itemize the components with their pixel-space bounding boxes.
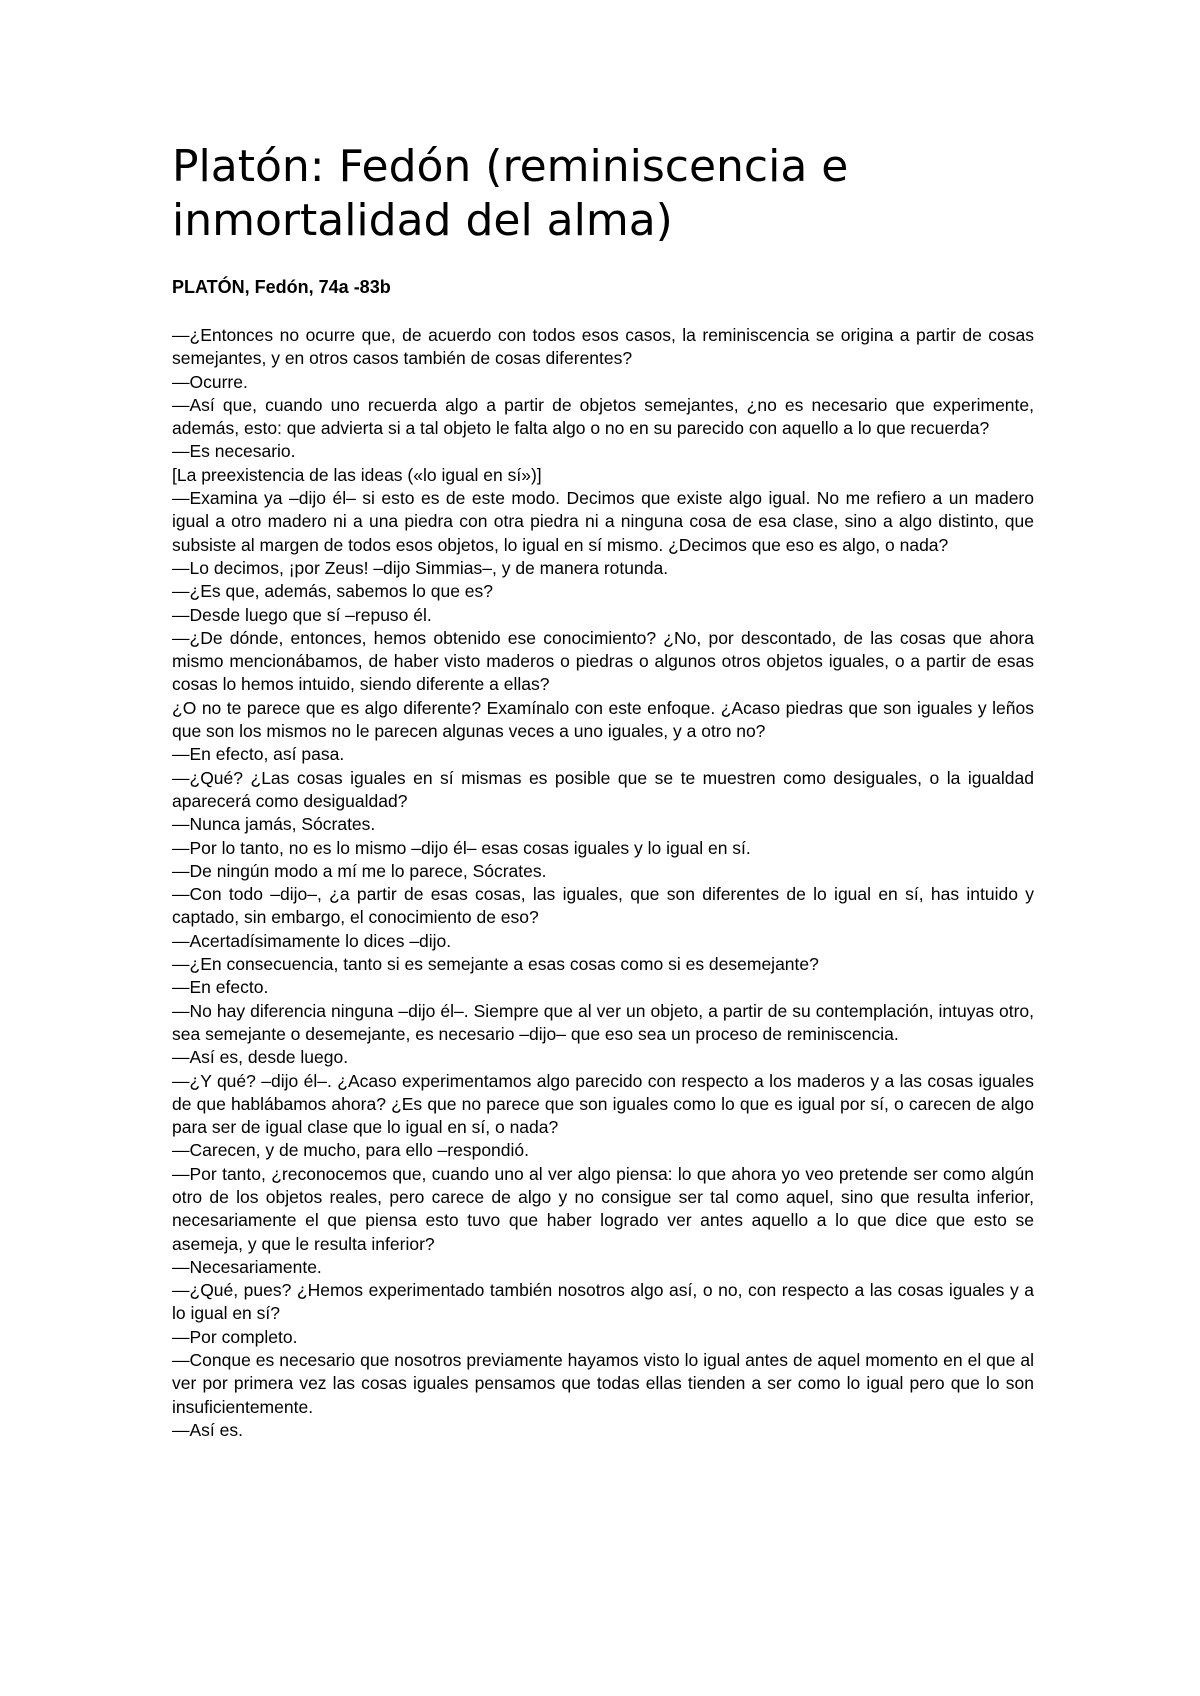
dialogue-paragraph: —Así es, desde luego. bbox=[172, 1047, 349, 1068]
dialogue-paragraph: —Carecen, y de mucho, para ello –respondió. bbox=[172, 1140, 530, 1161]
dialogue-paragraph: —No hay diferencia ninguna –dijo él–. Siempre que al ver un objeto, a partir de su contemplación, intuyas otro, sea semejante o desemejante, es necesario –dijo– que eso sea un proceso de reminiscencia. bbox=[172, 1000, 1034, 1044]
dialogue-paragraph: —Ocurre. bbox=[172, 371, 248, 392]
document-body bbox=[172, 324, 1034, 1442]
dialogue-paragraph: —Así que, cuando uno recuerda algo a partir de objetos semejantes, ¿no es necesario que experimente, además, esto: que advierta si a tal objeto le falta algo o no en su parecido con aquello a lo que recuerda? bbox=[172, 394, 1034, 439]
dialogue-paragraph: —¿En consecuencia, tanto si es semejante a esas cosas como si es desemejante? bbox=[172, 954, 819, 975]
dialogue-paragraph: —De ningún modo a mí me lo parece, Sócrates. bbox=[172, 860, 547, 881]
dialogue-paragraph: —En efecto. bbox=[172, 977, 269, 998]
dialogue-paragraph: —Por lo tanto, no es lo mismo –dijo él– esas cosas iguales y lo igual en sí. bbox=[172, 837, 751, 858]
dialogue-paragraph: —Conque es necesario que nosotros previamente hayamos visto lo igual antes de aquel momento en el que al ver por primera vez las cosas iguales pensamos que todas ellas tienden a ser como lo igual pero que lo son insuficientemente. bbox=[172, 1350, 1034, 1417]
dialogue-paragraph: —Por completo. bbox=[172, 1326, 298, 1347]
document-title: Platón: Fedón (reminiscencia e inmortalidad del alma) bbox=[172, 141, 849, 246]
dialogue-paragraph: [La preexistencia de las ideas («lo igual en sí»)] bbox=[172, 464, 542, 485]
dialogue-paragraph: —¿De dónde, entonces, hemos obtenido ese conocimiento? ¿No, por descontado, de las cosas que ahora mismo mencionábamos, de haber visto maderos o piedras o algunos otros objetos iguales, o a partir de esas cosas lo hemos intuido, siendo diferente a ellas? bbox=[172, 627, 1034, 695]
document-page bbox=[172, 140, 1034, 1442]
dialogue-paragraph: —¿Es que, además, sabemos lo que es? bbox=[172, 581, 494, 602]
dialogue-paragraph: —Necesariamente. bbox=[172, 1256, 322, 1277]
dialogue-paragraph: —¿Entonces no ocurre que, de acuerdo con todos esos casos, la reminiscencia se origina a partir de cosas semejantes, y en otros casos también de cosas diferentes? bbox=[172, 325, 1034, 369]
dialogue-paragraph: —Por tanto, ¿reconocemos que, cuando uno al ver algo piensa: lo que ahora yo veo pretende ser como algún otro de los objetos reales, pero carece de algo y no consigue ser tal como aquel, sino que resulta inferior, necesariamente el que piensa esto tuvo que haber logrado ver antes aquello a lo que dice que esto se asemeja, y que le resulta inferior? bbox=[172, 1163, 1034, 1254]
dialogue-paragraph: —¿Qué, pues? ¿Hemos experimentado también nosotros algo así, o no, con respecto a las cosas iguales y a lo igual en sí? bbox=[172, 1280, 1034, 1324]
dialogue-paragraph: —Así es. bbox=[172, 1419, 243, 1440]
dialogue-paragraph: —¿Qué? ¿Las cosas iguales en sí mismas es posible que se te muestren como desiguales, o la igualdad aparecerá como desigualdad? bbox=[172, 767, 1034, 811]
document-subtitle: PLATÓN, Fedón, 74a -83b bbox=[172, 277, 391, 297]
dialogue-paragraph: —Es necesario. bbox=[172, 441, 296, 462]
dialogue-paragraph: —Con todo –dijo–, ¿a partir de esas cosas, las iguales, que son diferentes de lo igual en sí, has intuido y captado, sin embargo, el conocimiento de eso? bbox=[172, 884, 1034, 928]
dialogue-paragraph: —Desde luego que sí –repuso él. bbox=[172, 604, 432, 625]
dialogue-paragraph: —Nunca jamás, Sócrates. bbox=[172, 814, 376, 835]
dialogue-paragraph: —Examina ya –dijo él– si esto es de este modo. Decimos que existe algo igual. No me refiero a un madero igual a otro madero ni a una piedra con otra piedra ni a ninguna cosa de esa clase, sino a algo distinto, que subsiste al margen de todos esos objetos, lo igual en sí mismo. ¿Decimos que eso es algo, o nada? bbox=[172, 488, 1034, 555]
dialogue-paragraph: —En efecto, así pasa. bbox=[172, 744, 345, 765]
dialogue-paragraph: —Lo decimos, ¡por Zeus! –dijo Simmias–, y de manera rotunda. bbox=[172, 557, 669, 578]
dialogue-paragraph: ¿O no te parece que es algo diferente? Examínalo con este enfoque. ¿Acaso piedras que son iguales y leños que son los mismos no le parecen algunas veces a uno iguales, y a otro no? bbox=[172, 697, 1034, 742]
dialogue-paragraph: —¿Y qué? –dijo él–. ¿Acaso experimentamos algo parecido con respecto a los maderos y a las cosas iguales de que hablábamos ahora? ¿Es que no parece que son iguales como lo que es igual por sí, o carecen de algo para ser de igual clase que lo igual en sí, o nada? bbox=[172, 1070, 1034, 1138]
dialogue-paragraph: —Acertadísimamente lo dices –dijo. bbox=[172, 930, 452, 951]
